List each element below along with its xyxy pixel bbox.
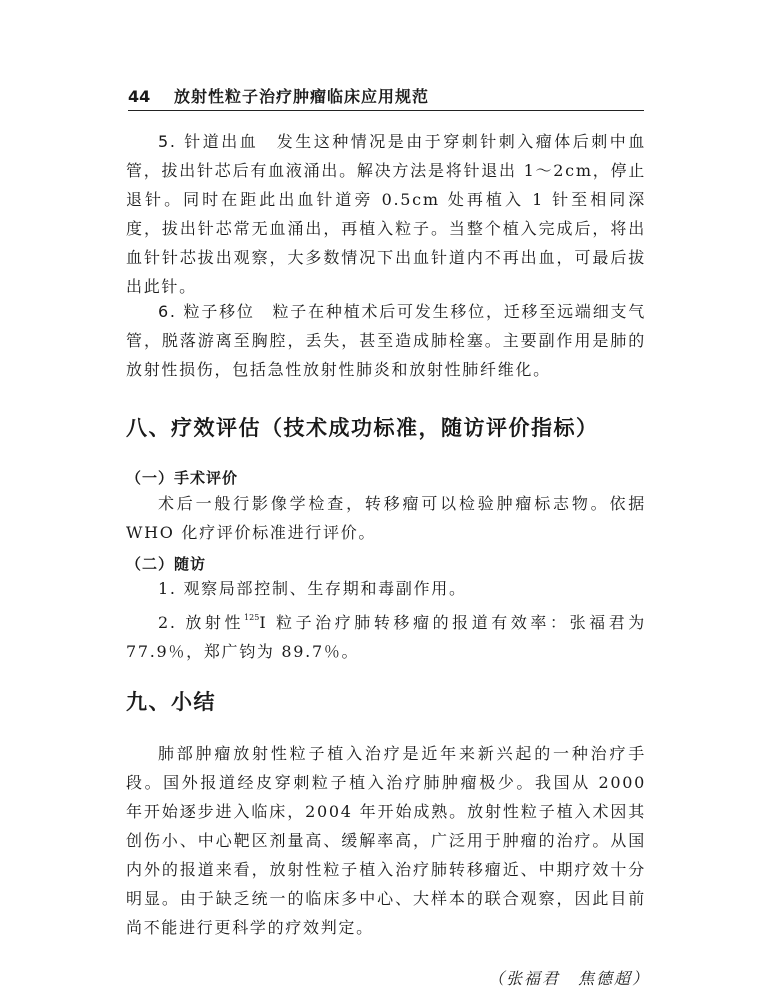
item-6-lead: 6. 粒子移位 [158, 302, 255, 321]
section-8-heading: 八、疗效评估（技术成功标准，随访评价指标） [126, 416, 599, 440]
author-signature: （张福君 焦德超） [487, 969, 650, 988]
follow-up-item-2-post: I 粒子治疗肺转移瘤的报道有效率：张福君为 77.9％，郑广钧为 89.7％。 [126, 613, 646, 661]
running-header [128, 84, 644, 111]
isotope-superscript: 125 [244, 613, 260, 622]
paragraph-needle-bleeding [126, 127, 646, 301]
follow-up-item-2 [126, 603, 646, 666]
subsection-follow-up-heading: （二）随访 [126, 555, 207, 573]
item-5-text: 发生这种情况是由于穿刺针刺入瘤体后刺中血管，拔出针芯后有血液涌出。解决方法是将针退出 1～2cm，停止退针。同时在距此出血针道旁 0.5cm 处再植入 1 针至相同深度，拔出针芯常无血涌出，再植入粒子。当整个植入完成后，将出血针针芯拔出观察，大多数情况下出血针道内不再出血，可最后拔出此针。 [126, 132, 646, 296]
page-number: 44 [128, 87, 151, 106]
follow-up-item-1: 1. 观察局部控制、生存期和毒副作用。 [158, 579, 467, 598]
follow-up-item-2-pre: 2. 放射性 [158, 613, 245, 632]
summary-paragraph: 肺部肿瘤放射性粒子植入治疗是近年来新兴起的一种治疗手段。国外报道经皮穿刺粒子植入治疗肺肿瘤极少。我国从 2000 年开始逐步进入临床，2004 年开始成熟。放射性粒子植入术因其创伤小、中心靶区剂量高、缓解率高，广泛用于肿瘤的治疗。从国内外的报道来看，放射性粒子植入治疗肺转移瘤近、中期疗效十分明显。由于缺乏统一的临床多中心、大样本的联合观察，因此目前尚不能进行更科学的疗效判定。 [126, 744, 646, 937]
subsection-surgical-evaluation-heading: （一）手术评价 [126, 469, 239, 487]
section-9-heading: 九、小结 [126, 690, 216, 714]
item-5-lead: 5. 针道出血 [158, 132, 259, 151]
surgical-evaluation-text: 术后一般行影像学检查，转移瘤可以检验肿瘤标志物。依据 WHO 化疗评价标准进行评价。 [126, 494, 646, 542]
book-title: 放射性粒子治疗肿瘤临床应用规范 [174, 87, 430, 106]
item-6-text: 粒子在种植术后可发生移位，迁移至远端细支气管，脱落游离至胸腔，丢失，甚至造成肺栓塞。主要副作用是肺的放射性损伤，包括急性放射性肺炎和放射性肺纤维化。 [126, 302, 646, 379]
paragraph-seed-migration [126, 297, 646, 384]
